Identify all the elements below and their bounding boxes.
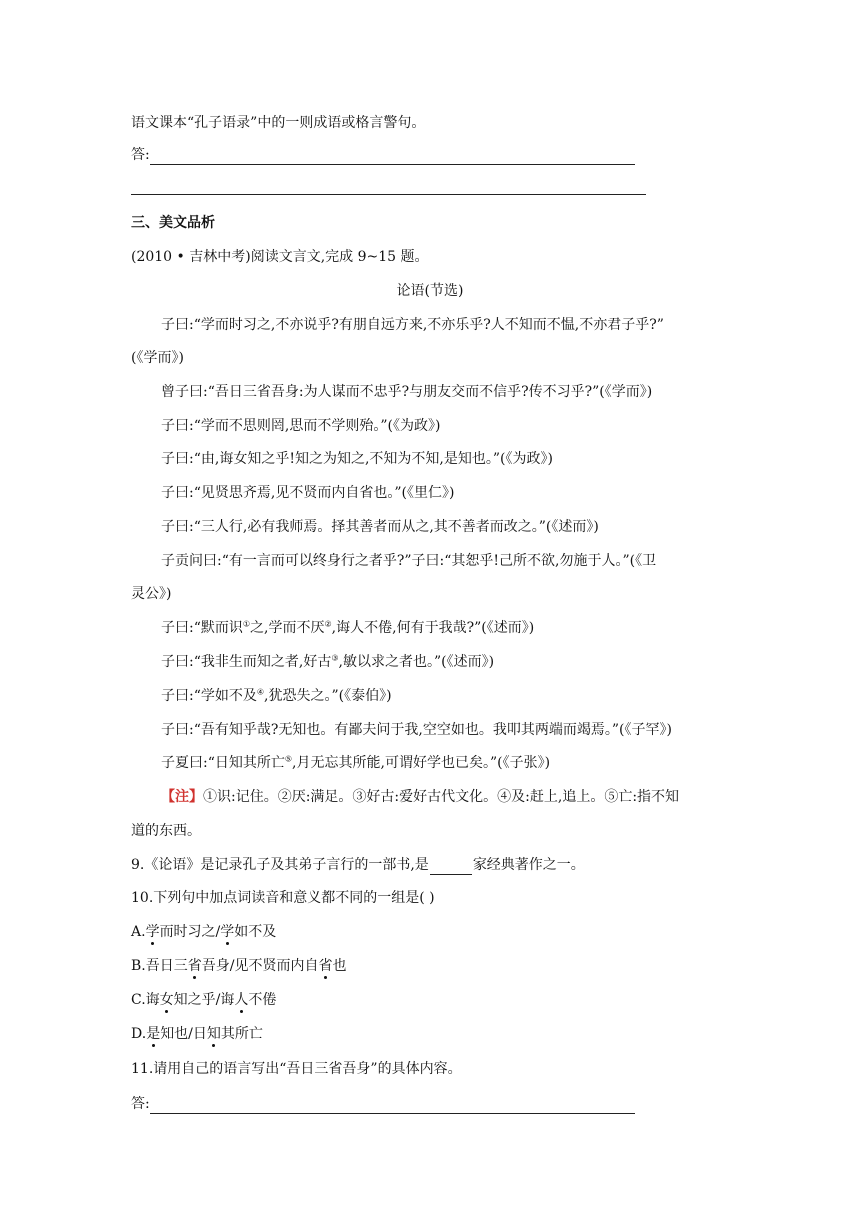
passage-para [161, 686, 392, 706]
text-run: 知之乎/诲 [173, 992, 235, 1008]
answer-line-3[interactable] [131, 1094, 635, 1114]
passage-para: 子曰:“由,诲女知之乎!知之为知之,不知为不知,是知也。”(《为政》) [161, 451, 553, 467]
footnote-mark: ② [324, 619, 332, 629]
dotted-char: 省 [187, 958, 202, 974]
option-a[interactable] [131, 922, 276, 942]
text-run: B.吾日三 [131, 958, 188, 974]
text-run: 子夏曰:“日知其所亡 [161, 755, 285, 771]
question-9 [131, 855, 585, 875]
intro-tail: 语文课本“孔子语录”中的一则成语或格言警句。 [131, 115, 426, 131]
footnote-mark: ④ [256, 687, 265, 697]
note-line-cont: 道的东西。 [131, 823, 201, 839]
text-run: ,月无忘其所能,可谓好学也已矣。”(《子张》) [292, 755, 551, 771]
passage-title: 论语(节选) [396, 283, 464, 299]
passage-para: 子曰:“吾有知乎哉?无知也。有鄙夫问于我,空空如也。我叩其两端而竭焉。”(《子罕》) [161, 722, 672, 738]
dotted-char: 人 [234, 992, 249, 1008]
passage-para: 子曰:“学而不思则罔,思而不学则殆。”(《为政》) [161, 418, 441, 434]
question-11: 11.请用自己的语言写出“吾日三省吾身”的具体内容。 [131, 1061, 462, 1077]
passage-para: 曾子曰:“吾日三省吾身:为人谋而不忠乎?与朋友交而不信乎?传不习乎?”(《学而》) [161, 384, 653, 400]
passage-para: 子曰:“学而时习之,不亦说乎?有朋自远方来,不亦乐乎?人不知而不愠,不亦君子乎?” [161, 317, 664, 333]
text-run: ,犹恐失之。”(《泰伯》) [264, 688, 392, 704]
answer-line-2[interactable] [131, 194, 646, 195]
passage-para-cont: 灵公》) [131, 586, 172, 602]
footnote-mark: ③ [331, 653, 339, 663]
q9-text-after: 家经典著作之一。 [472, 857, 585, 873]
text-run: 而时习之/ [159, 924, 221, 940]
q9-text-before: 9.《论语》是记录孔子及其弟子言行的一部书,是 [131, 857, 429, 873]
text-run: 子曰:“默而识 [161, 620, 243, 636]
text-run: 也 [332, 958, 347, 974]
text-run: ,诲人不倦,何有于我哉?”(《述而》) [331, 620, 535, 636]
option-c[interactable] [131, 990, 276, 1010]
text-run: 如不及 [234, 924, 277, 940]
text-run: C.诲 [131, 992, 160, 1008]
passage-para: 子贡问曰:“有一言而可以终身行之者乎?”子曰:“其恕乎!己所不欲,勿施于人。”(《卫 [161, 553, 657, 569]
footnote-mark: ① [242, 619, 251, 629]
footnote-mark: ⑤ [284, 754, 293, 764]
note-tag: 【注】 [161, 789, 203, 805]
passage-para [161, 753, 550, 773]
answer-label: 答: [131, 1096, 150, 1112]
text-run: A. [131, 924, 146, 940]
passage-para: 子曰:“三人行,必有我师焉。择其善者而从之,其不善者而改之。”(《述而》) [161, 519, 599, 535]
question-10: 10.下列句中加点词读音和意义都不同的一组是( ) [131, 890, 435, 906]
dotted-char: 女 [159, 992, 174, 1008]
text-run: 之,学而不厌 [250, 620, 325, 636]
passage-para [161, 652, 494, 672]
option-d[interactable] [131, 1024, 263, 1044]
text-run: ,敏以求之者也。”(《述而》) [338, 654, 495, 670]
text-run: 子曰:“我非生而知之者,好古 [161, 654, 332, 670]
text-run: D. [131, 1026, 147, 1042]
text-run: 其所亡 [220, 1026, 263, 1042]
note-text: ①识:记住。②厌:满足。③好古:爱好古代文化。④及:赶上,追上。⑤亡:指不知 [203, 789, 680, 805]
answer-field[interactable] [150, 1099, 635, 1114]
dotted-char: 学 [145, 924, 160, 940]
answer-label: 答: [131, 147, 150, 163]
section-title: 三、美文品析 [131, 215, 215, 231]
passage-para: 子曰:“见贤思齐焉,见不贤而内自省也。”(《里仁》) [161, 485, 455, 501]
passage-para-cont: (《学而》) [131, 350, 184, 366]
dotted-char: 是 [146, 1026, 161, 1042]
text-run: 子曰:“学如不及 [161, 688, 257, 704]
answer-line-1[interactable] [131, 145, 635, 165]
text-run: 吾身/见不贤而内自 [201, 958, 319, 974]
dotted-char: 省 [318, 958, 333, 974]
note-line [161, 787, 679, 807]
dotted-char: 知 [206, 1026, 221, 1042]
text-run: 不倦 [248, 992, 277, 1008]
text-run: 知也/日 [160, 1026, 207, 1042]
q9-blank[interactable] [430, 860, 472, 875]
source-note: (2010 • 吉林中考)阅读文言文,完成 9~15 题。 [131, 249, 429, 265]
option-b[interactable] [131, 956, 346, 976]
dotted-char: 学 [220, 924, 235, 940]
passage-para [161, 618, 534, 638]
answer-field[interactable] [150, 150, 635, 165]
